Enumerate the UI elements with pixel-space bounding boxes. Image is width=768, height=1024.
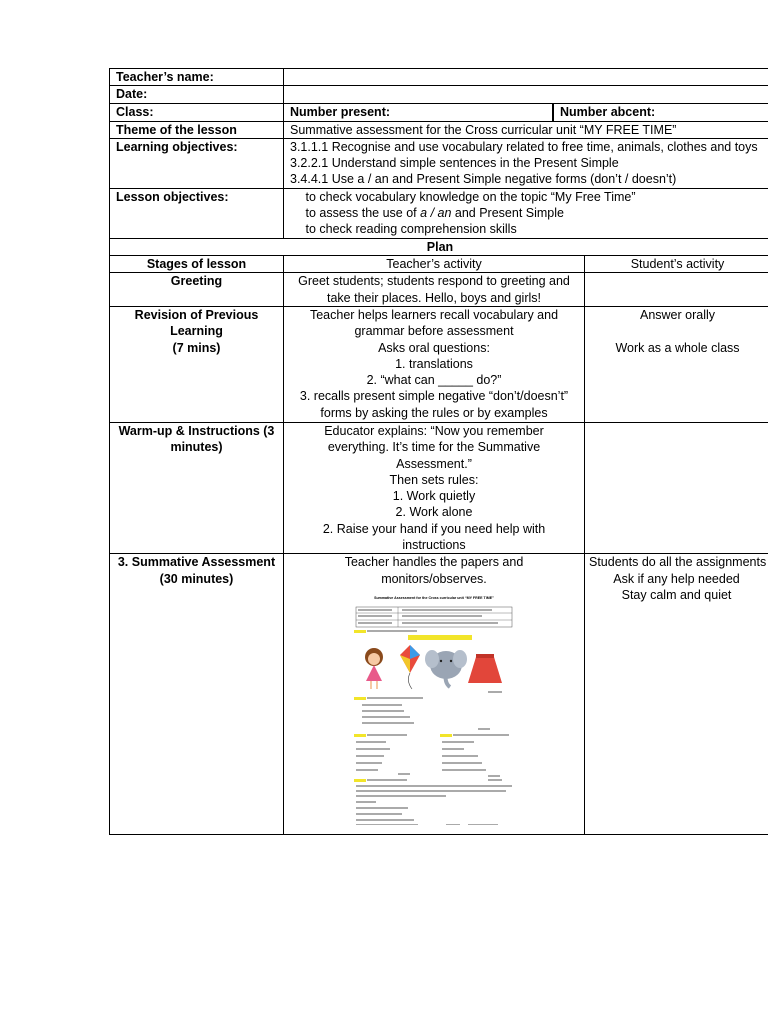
column-header-teacher: Teacher’s activity bbox=[284, 256, 585, 273]
worksheet-thumbnail bbox=[348, 593, 520, 825]
learning-objectives-label: Learning objectives: bbox=[110, 138, 284, 188]
number-present-label: Number present: bbox=[284, 103, 553, 121]
number-absent-cell bbox=[553, 103, 768, 121]
student-activity-warm-up bbox=[585, 422, 768, 553]
number-absent-label: Number abcent: bbox=[553, 104, 655, 121]
teacher-name-value[interactable] bbox=[284, 69, 768, 86]
learning-objective: 3.1.1.1 Recognise and use vocabulary related to free time, animals, clothes and toys bbox=[290, 139, 758, 154]
teacher-activity-summative: Teacher handles the papers and monitors/observes. Summative Assessment for the Cross curricular unit “MY FREE TIME” bbox=[284, 554, 585, 835]
teacher-activity-greeting: Greet students; students respond to greeting and take their places. Hello, boys and girls! bbox=[284, 273, 585, 307]
column-header-student: Student’s activity bbox=[585, 256, 768, 273]
teacher-activity-warm-up: Educator explains: “Now you remember everything. It’s time for the Summative Assessment.” Then sets rules: 1. Work quietly 2. Work alone 2. Raise your hand if you need help with instructions bbox=[284, 422, 585, 553]
theme-value: Summative assessment for the Cross curricular unit “MY FREE TIME” bbox=[284, 121, 768, 138]
lesson-objective: to assess the use of a / an and Present Simple bbox=[305, 206, 564, 221]
student-activity-revision: Answer orally Work as a whole class bbox=[585, 306, 768, 422]
stage-greeting: Greeting bbox=[110, 273, 284, 307]
lesson-plan-table bbox=[109, 68, 768, 835]
lesson-objectives-list bbox=[284, 188, 768, 238]
teacher-activity-revision: Teacher helps learners recall vocabulary and grammar before assessment Asks oral questions: 1. translations 2. “what can _____ do?” 3. recalls present simple negative “don’t/doesn’t” forms by asking the rules or by examples bbox=[284, 306, 585, 422]
lesson-objective: to check reading comprehension skills bbox=[305, 222, 517, 237]
date-value[interactable] bbox=[284, 86, 768, 103]
stage-warm-up: Warm-up & Instructions (3 minutes) bbox=[110, 422, 284, 553]
lesson-objectives-label: Lesson objectives: bbox=[110, 188, 284, 238]
learning-objectives-list bbox=[284, 138, 768, 188]
theme-label: Theme of the lesson bbox=[110, 121, 284, 138]
plan-heading: Plan bbox=[110, 238, 768, 255]
worksheet-title: Summative Assessment for the Cross curricular unit “MY FREE TIME” bbox=[374, 595, 494, 600]
student-activity-summative: Students do all the assignments Ask if any help needed Stay calm and quiet bbox=[585, 554, 768, 835]
column-header-stages: Stages of lesson bbox=[110, 256, 284, 273]
lesson-objective: to check vocabulary knowledge on the topic “My Free Time” bbox=[305, 189, 636, 204]
stage-summative-assessment: 3. Summative Assessment (30 minutes) bbox=[110, 554, 284, 835]
class-label: Class: bbox=[110, 103, 284, 121]
learning-objective: 3.2.2.1 Understand simple sentences in the Present Simple bbox=[290, 156, 619, 171]
stage-revision: Revision of Previous Learning (7 mins) bbox=[110, 306, 284, 422]
date-label: Date: bbox=[110, 86, 284, 103]
worksheet-image bbox=[348, 593, 520, 825]
student-activity-greeting bbox=[585, 273, 768, 307]
teacher-name-label: Teacher’s name: bbox=[110, 69, 284, 86]
learning-objective: 3.4.4.1 Use a / an and Present Simple negative forms (don’t / doesn’t) bbox=[290, 172, 677, 187]
